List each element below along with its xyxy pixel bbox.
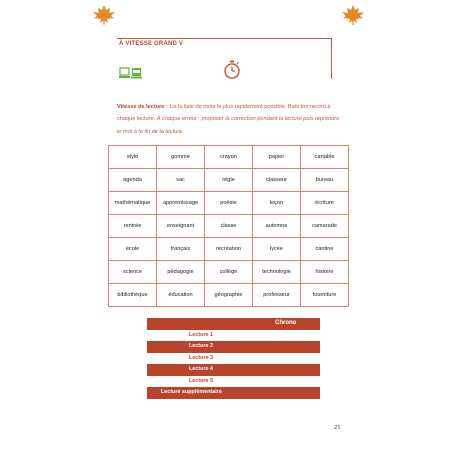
word-cell: apprentissage xyxy=(157,192,205,215)
chrono-table xyxy=(147,318,320,399)
word-cell: enseignant xyxy=(157,215,205,238)
word-cell: géographie xyxy=(205,284,253,307)
word-cell: professeur xyxy=(253,284,301,307)
word-cell: papier xyxy=(253,146,301,169)
word-cell: leçon xyxy=(253,192,301,215)
word-cell: automne xyxy=(253,215,301,238)
table-row xyxy=(109,261,349,284)
table-row xyxy=(109,284,349,307)
chrono-row xyxy=(147,364,320,376)
word-cell: stylo xyxy=(109,146,157,169)
chrono-title: Chrono xyxy=(275,320,297,326)
word-cell: agenda xyxy=(109,169,157,192)
word-cell: gomme xyxy=(157,146,205,169)
words-table xyxy=(108,145,349,307)
chrono-row-label: Lecture 5 xyxy=(189,377,213,384)
stopwatch-icon xyxy=(223,60,241,80)
word-cell: poésie xyxy=(205,192,253,215)
word-cell: fourniture xyxy=(301,284,349,307)
table-row xyxy=(109,169,349,192)
word-cell: rentrée xyxy=(109,215,157,238)
word-cell: technologie xyxy=(253,261,301,284)
chrono-row-label: Lecture 4 xyxy=(189,366,213,372)
word-cell: école xyxy=(109,238,157,261)
table-row xyxy=(109,238,349,261)
chrono-row-label: Lecture 2 xyxy=(189,343,213,349)
word-cell: mathématique xyxy=(109,192,157,215)
word-cell: cartable xyxy=(301,146,349,169)
chrono-row xyxy=(147,376,320,388)
table-row xyxy=(109,192,349,215)
word-cell: bureau xyxy=(301,169,349,192)
chrono-row xyxy=(147,353,320,365)
chrono-row-label: Lecture 3 xyxy=(189,354,213,361)
instructions-label: Vitesse de lecture : xyxy=(117,104,168,110)
word-cell: crayon xyxy=(205,146,253,169)
chrono-header xyxy=(147,318,320,330)
word-cell: éducation xyxy=(157,284,205,307)
word-cell: récréation xyxy=(205,238,253,261)
table-row xyxy=(109,215,349,238)
instructions-body: Lis la liste de mots le plus rapidement possible. Bats ton record à chaque lecture. xyxy=(117,104,331,123)
chrono-row xyxy=(147,330,320,342)
maple-leaf-icon xyxy=(91,4,117,26)
word-cell: lycée xyxy=(253,238,301,261)
word-cell: sac xyxy=(157,169,205,192)
chrono-row-label: Lecture 1 xyxy=(189,331,213,338)
computer-icon xyxy=(119,67,143,79)
word-cell: collège xyxy=(205,261,253,284)
word-cell: écriture xyxy=(301,192,349,215)
word-cell: camarade xyxy=(301,215,349,238)
word-cell: bibliothèque xyxy=(109,284,157,307)
word-cell: science xyxy=(109,261,157,284)
chrono-row xyxy=(147,387,320,399)
word-cell: français xyxy=(157,238,205,261)
chrono-row-label: Lecture supplémentaire xyxy=(161,389,222,395)
chrono-row xyxy=(147,341,320,353)
maple-leaf-icon xyxy=(340,4,366,26)
word-cell: cantine xyxy=(301,238,349,261)
instructions-text xyxy=(117,101,342,138)
page-number: 21 xyxy=(334,424,341,431)
word-cell: classeur xyxy=(253,169,301,192)
word-cell: histoire xyxy=(301,261,349,284)
word-cell: pédagogie xyxy=(157,261,205,284)
table-row xyxy=(109,146,349,169)
word-cell: classe xyxy=(205,215,253,238)
word-cell: règle xyxy=(205,169,253,192)
section-title: À VITESSE GRAND V xyxy=(119,41,184,47)
instructions-error-note: À chaque erreur : proposer la correction pendant la lecture puis reprendre le mot à la fin de la lecture. xyxy=(117,116,340,135)
